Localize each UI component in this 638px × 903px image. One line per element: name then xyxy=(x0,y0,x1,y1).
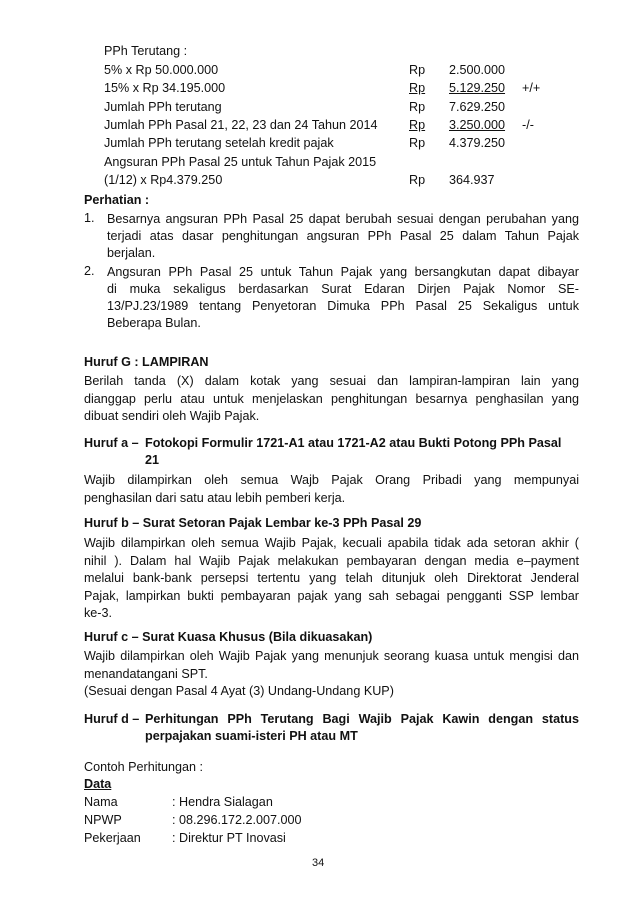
section-c-heading: Huruf c – Surat Kuasa Khusus (Bila dikuasakan) xyxy=(84,630,373,644)
calc-currency: Rp xyxy=(409,81,426,96)
calc-row xyxy=(104,135,544,152)
note-line: 13/PJ.23/1989 tentang Penyetoran Dimuka PPh Pasal 25 Sekaligus untuk xyxy=(107,299,579,313)
field-value: : 08.296.172.2.007.000 xyxy=(172,813,302,827)
section-a-title-2: 21 xyxy=(145,453,160,467)
paragraph-line: menandatangani SPT. xyxy=(84,666,208,681)
calc-amount: 364.937 xyxy=(449,172,495,187)
paragraph-line: (Sesuai dengan Pasal 4 Ayat (3) Undang-Undang KUP) xyxy=(84,684,394,698)
section-a-label: Huruf a – xyxy=(84,436,139,450)
paragraph-line: Wajib dilampirkan oleh Wajib Pajak yang menunjuk seorang kuasa untuk mengisi dan xyxy=(84,649,579,663)
note-line: Beberapa Bulan. xyxy=(107,316,201,330)
field-value: : Hendra Sialagan xyxy=(172,795,273,809)
calc-desc: Jumlah PPh terutang xyxy=(104,99,222,114)
section-d-title-2: perpajakan suami-isteri PH atau MT xyxy=(145,729,358,743)
paragraph-line: Pajak, lampirkan bukti pembayaran pajak yang sah sebagai pengganti SSP lembar xyxy=(84,588,579,603)
paragraph-line: Wajib dilampirkan oleh semua Wajb Pajak Orang Pribadi yang mempunyai xyxy=(84,473,579,487)
note-line: Besarnya angsuran PPh Pasal 25 dapat berubah sesuai dengan perubahan yang xyxy=(107,212,579,226)
calc-currency: Rp xyxy=(409,136,426,151)
calc-currency: Rp xyxy=(409,99,426,114)
calc-desc: (1/12) x Rp4.379.250 xyxy=(104,172,223,187)
calc-row xyxy=(104,117,544,134)
data-heading: Data xyxy=(84,777,112,791)
calc-desc: Angsuran PPh Pasal 25 untuk Tahun Pajak 2015 xyxy=(104,154,377,169)
calc-row xyxy=(104,80,544,97)
calc-currency: Rp xyxy=(409,172,426,187)
calc-heading: PPh Terutang : xyxy=(104,44,188,58)
field-label: Pekerjaan xyxy=(84,831,141,845)
paragraph-line: nihil ). Dalam hal Wajib Pajak melakukan pembayaran dengan media e–payment xyxy=(84,553,579,568)
section-b-heading: Huruf b – Surat Setoran Pajak Lembar ke-3 PPh Pasal 29 xyxy=(84,516,422,530)
paragraph-line: penghasilan dari satu atau lebih pemberi kerja. xyxy=(84,490,346,505)
calc-sign: +/+ xyxy=(522,81,541,96)
note-line: di muka sekaligus berdasarkan Surat Edaran Dirjen Pajak Nomor SE- xyxy=(107,282,579,296)
paragraph-line: ke-3. xyxy=(84,606,112,620)
note-line: Angsuran PPh Pasal 25 untuk Tahun Pajak yang bersangkutan dapat dibayar xyxy=(107,265,579,279)
section-d-title-1: Perhitungan PPh Terutang Bagi Wajib Pajak Kawin dengan status xyxy=(145,712,579,726)
calc-desc: 15% x Rp 34.195.000 xyxy=(104,81,226,96)
section-g-heading: Huruf G : LAMPIRAN xyxy=(84,355,209,369)
note-number: 2. xyxy=(84,264,95,278)
paragraph-line: dibuat sendiri oleh Wajib Pajak. xyxy=(84,409,260,423)
note-number: 1. xyxy=(84,211,95,225)
calc-currency: Rp xyxy=(409,117,426,132)
paragraph-line: Wajib dilampirkan oleh semua Wajib Pajak, kecuali apabila tidak ada setoran akhir ( xyxy=(84,536,579,550)
example-intro: Contoh Perhitungan : xyxy=(84,760,204,774)
calc-desc: Jumlah PPh terutang setelah kredit pajak xyxy=(104,136,334,151)
notes-heading: Perhatian : xyxy=(84,193,150,207)
section-a-title-1: Fotokopi Formulir 1721-A1 atau 1721-A2 atau Bukti Potong PPh Pasal xyxy=(145,436,562,450)
paragraph-line: dianggap perlu atau untuk menjelaskan penghitungan besarnya penghasilan yang xyxy=(84,391,579,406)
calc-row xyxy=(104,62,544,79)
calc-amount: 3.250.000 xyxy=(449,117,506,132)
calc-desc: Jumlah PPh Pasal 21, 22, 23 dan 24 Tahun 2014 xyxy=(104,117,378,132)
note-line: terjadi atas dasar penghitungan angsuran PPh Pasal 25 dalam Tahun Pajak xyxy=(107,229,579,243)
calc-amount: 4.379.250 xyxy=(449,136,506,151)
section-d-label: Huruf d – xyxy=(84,712,140,726)
paragraph-line: Berilah tanda (X) dalam kotak yang sesuai dan lampiran-lampiran lain yang xyxy=(84,374,579,388)
field-label: Nama xyxy=(84,795,118,809)
calc-amount: 5.129.250 xyxy=(449,81,506,96)
calc-row xyxy=(104,154,544,171)
field-label: NPWP xyxy=(84,813,122,827)
calc-row xyxy=(104,99,544,116)
paragraph-line: melalui bank-bank persepsi tertentu yang telah ditunjuk oleh Direktorat Jenderal xyxy=(84,571,579,585)
calc-currency: Rp xyxy=(409,63,426,77)
calc-sign: -/- xyxy=(522,117,534,132)
page-number: 34 xyxy=(312,857,325,869)
calc-amount: 2.500.000 xyxy=(449,63,506,77)
calc-desc: 5% x Rp 50.000.000 xyxy=(104,63,219,77)
calc-row xyxy=(104,172,544,189)
note-line: berjalan. xyxy=(107,246,156,260)
field-value: : Direktur PT Inovasi xyxy=(172,831,286,845)
calc-amount: 7.629.250 xyxy=(449,99,506,114)
